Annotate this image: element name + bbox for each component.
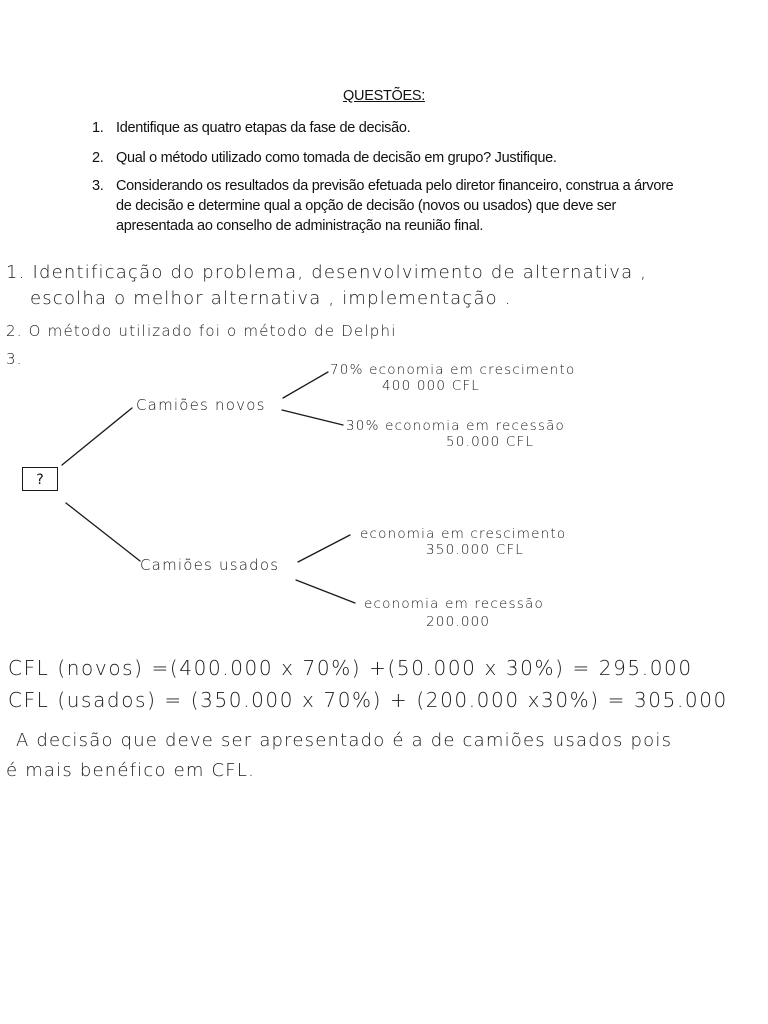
chance-line-used-recession [296, 580, 355, 603]
question-text: Identifique as quatro etapas da fase de decisão. [116, 120, 411, 136]
outcome-used-growth: economia em crescimento [360, 526, 567, 542]
outcome-used-growth-value: 350.000 CFL [426, 542, 525, 558]
question-text: Considerando os resultados da previsão efetuada pelo diretor financeiro, construa a árvore de decisão e determine qual a opção de decisão (novos ou usados) que deve ser apresentada ao conselho de administração na reunião final. [116, 178, 674, 234]
decision-node: ? [22, 467, 58, 491]
conclusion-line-2: é mais benéfico em CFL. [6, 760, 256, 781]
page-title: QUESTÕES: [343, 88, 425, 104]
chance-line-used-growth [298, 535, 350, 562]
outcome-new-recession: 30% economia em recessão [346, 418, 565, 434]
answer-1-line-1: 1. Identificação do problema, desenvolvimento de alternativa , [6, 262, 648, 283]
outcome-used-recession: economia em recessão [364, 596, 544, 612]
chance-line-new-growth [283, 372, 328, 398]
question-1 [92, 118, 692, 138]
branch-line-new [62, 408, 132, 465]
question-number: 3. [92, 178, 104, 194]
question-2 [92, 148, 692, 168]
outcome-used-recession-value: 200.000 [426, 614, 491, 630]
answer-1-line-2: escolha o melhor alternativa , implementação . [30, 288, 512, 309]
branch-label-used: Camiões usados [140, 556, 280, 574]
answer-2: 2. O método utilizado foi o método de Delphi [6, 322, 397, 340]
calculation-novos: CFL (novos) =(400.000 x 70%) +(50.000 x 30%) = 295.000 [8, 656, 693, 680]
question-number: 1. [92, 120, 104, 136]
outcome-new-growth-value: 400 000 CFL [382, 378, 481, 394]
chance-line-new-recession [282, 410, 343, 425]
question-text: Qual o método utilizado como tomada de decisão em grupo? Justifique. [116, 150, 557, 166]
answer-3-label: 3. [6, 350, 23, 368]
question-number: 2. [92, 150, 104, 166]
branch-line-used [66, 503, 140, 561]
outcome-new-growth: 70% economia em crescimento [330, 362, 576, 378]
branch-label-new: Camiões novos [136, 396, 266, 414]
question-3 [92, 176, 692, 236]
outcome-new-recession-value: 50.000 CFL [446, 434, 535, 450]
conclusion-line-1: A decisão que deve ser apresentado é a de camiões usados pois [16, 730, 673, 751]
calculation-usados: CFL (usados) = (350.000 x 70%) + (200.000 x30%) = 305.000 [8, 688, 728, 712]
